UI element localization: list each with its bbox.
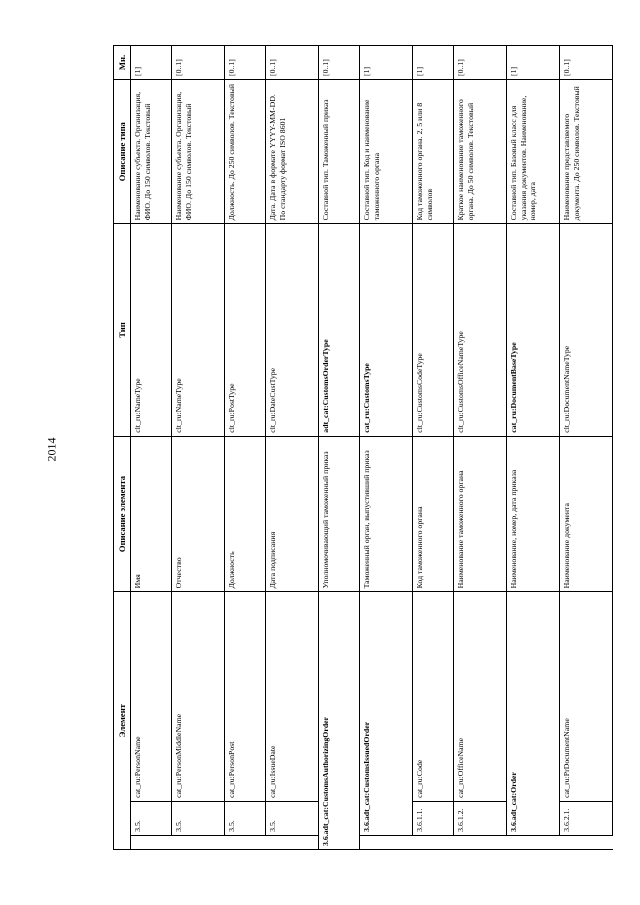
type-description: Составной тип. Базовый класс для указания документов. Наименование, номер, дата [507, 80, 560, 224]
row-number: 3.6. [321, 834, 331, 846]
multiplicity: [0..1] [319, 46, 360, 80]
type-description: Наименование субъекта. Организация, ФИО. До 150 символов. Текстовый [172, 80, 225, 224]
multiplicity: [0..1] [266, 46, 319, 80]
element-description: Код таможенного органа [413, 436, 454, 592]
element-type: clt_ru:DocumentNameType [560, 224, 613, 436]
element-name: cat_ru:PrDocumentName [560, 592, 613, 801]
row-number: 3.5. [266, 801, 319, 835]
element-name: cat_ru:IssueDate [266, 592, 319, 801]
indent-cell [560, 835, 613, 849]
element-type: adt_cat:CustomsOrderType [319, 224, 360, 436]
multiplicity: [1] [360, 46, 413, 80]
element-description: Уполномочивающий таможенный приказ [319, 436, 360, 592]
multiplicity: [1] [131, 46, 172, 80]
table-header-row [114, 46, 131, 850]
type-description: Наименование субъекта. Организация, ФИО. До 150 символов. Текстовый [131, 80, 172, 224]
multiplicity: [0..1] [560, 46, 613, 80]
header-multiplicity: Мн. [114, 46, 131, 80]
element-description: Имя [131, 436, 172, 592]
element-type: clt_ru:PostType [225, 224, 266, 436]
header-type-description: Описание типа [114, 80, 131, 224]
element-description: Наименование документа [560, 436, 613, 592]
type-description: Дата. Дата в формате YYYY-MM-DD. По стандарту формат ISO 8601 [266, 80, 319, 224]
element-description: Дата подписания [266, 436, 319, 592]
element-name: adt_cat:CustomsIssuedOrder [362, 721, 372, 821]
element-type: clt_ru:NameType [131, 224, 172, 436]
element-description: Должность [225, 436, 266, 592]
element-type: cat_ru:DocumentBaseType [507, 224, 560, 436]
row-number: 3.5. [172, 801, 225, 835]
element-name: cat_ru:PersonMiddleName [172, 592, 225, 801]
element-name: cat_ru:PersonPost [225, 592, 266, 801]
type-description: Составной тип. Таможенный приказ [319, 80, 360, 224]
table-row [360, 46, 413, 850]
type-description: Код таможенного органа. 2, 5 или 8 символов [413, 80, 454, 224]
header-element-description: Описание элемента [114, 436, 131, 592]
multiplicity: [1] [413, 46, 454, 80]
table-row [454, 46, 507, 850]
element-type: cat_ru:CustomsType [360, 224, 413, 436]
element-name-level2 [507, 592, 560, 835]
row-number: 3.5. [225, 801, 266, 835]
element-type: clt_ru:NameType [172, 224, 225, 436]
type-description: Составной тип. Код и наименование таможенного органа [360, 80, 413, 224]
indent-cell [172, 835, 225, 849]
indent-cell [225, 835, 266, 849]
row-number: 3.6. [362, 820, 372, 832]
element-type: clt_ru:CustomsOfficeNameType [454, 224, 507, 436]
elements-table [113, 45, 613, 850]
table-row [560, 46, 613, 850]
element-name: cat_ru:OfficeName [454, 592, 507, 801]
element-name: adt_cat:Order [509, 772, 519, 821]
table-row [131, 46, 172, 850]
element-description: Наименование, номер, дата приказа [507, 436, 560, 592]
element-description: Отчество [172, 436, 225, 592]
page-number: 2014 [44, 437, 59, 462]
table-row [507, 46, 560, 850]
table-row [413, 46, 454, 850]
table-row [172, 46, 225, 850]
indent-cell [131, 835, 172, 849]
row-number: 3.5. [131, 801, 172, 835]
table-row [225, 46, 266, 850]
table-row [266, 46, 319, 850]
element-description: Таможенный орган, выпустивший приказ [360, 436, 413, 592]
element-name: cat_ru:PersonName [131, 592, 172, 801]
row-number: 3.6.1.2. [454, 801, 507, 835]
indent-cell [507, 835, 560, 849]
table-row [319, 46, 360, 850]
element-type: clt_ru:DateCustType [266, 224, 319, 436]
indent-cell [454, 835, 507, 849]
row-number: 3.6.1.1. [413, 801, 454, 835]
element-name: cat_ru:Code [413, 592, 454, 801]
document-table-rotated [113, 45, 596, 850]
type-description: Наименование представляемого документа. До 250 символов. Текстовый [560, 80, 613, 224]
element-description: Наименование таможенного органа [454, 436, 507, 592]
indent-cell [413, 835, 454, 849]
multiplicity: [0..1] [454, 46, 507, 80]
element-name: adt_cat:CustomsAuthorizingOrder [321, 716, 331, 835]
multiplicity: [0..1] [225, 46, 266, 80]
type-description: Должность. До 250 символов. Текстовый [225, 80, 266, 224]
element-type: clt_ru:CustomsCodeType [413, 224, 454, 436]
row-number: 3.6. [509, 820, 519, 832]
header-element: Элемент [114, 592, 131, 850]
row-number: 3.6.2.1. [560, 801, 613, 835]
multiplicity: [0..1] [172, 46, 225, 80]
type-description: Краткое наименование таможенного органа. До 50 символов. Текстовый [454, 80, 507, 224]
indent-cell [360, 835, 413, 849]
element-name-level2 [360, 592, 413, 835]
indent-cell [266, 835, 319, 849]
multiplicity: [1] [507, 46, 560, 80]
element-name-toplevel [319, 592, 360, 850]
header-type: Тип [114, 224, 131, 436]
